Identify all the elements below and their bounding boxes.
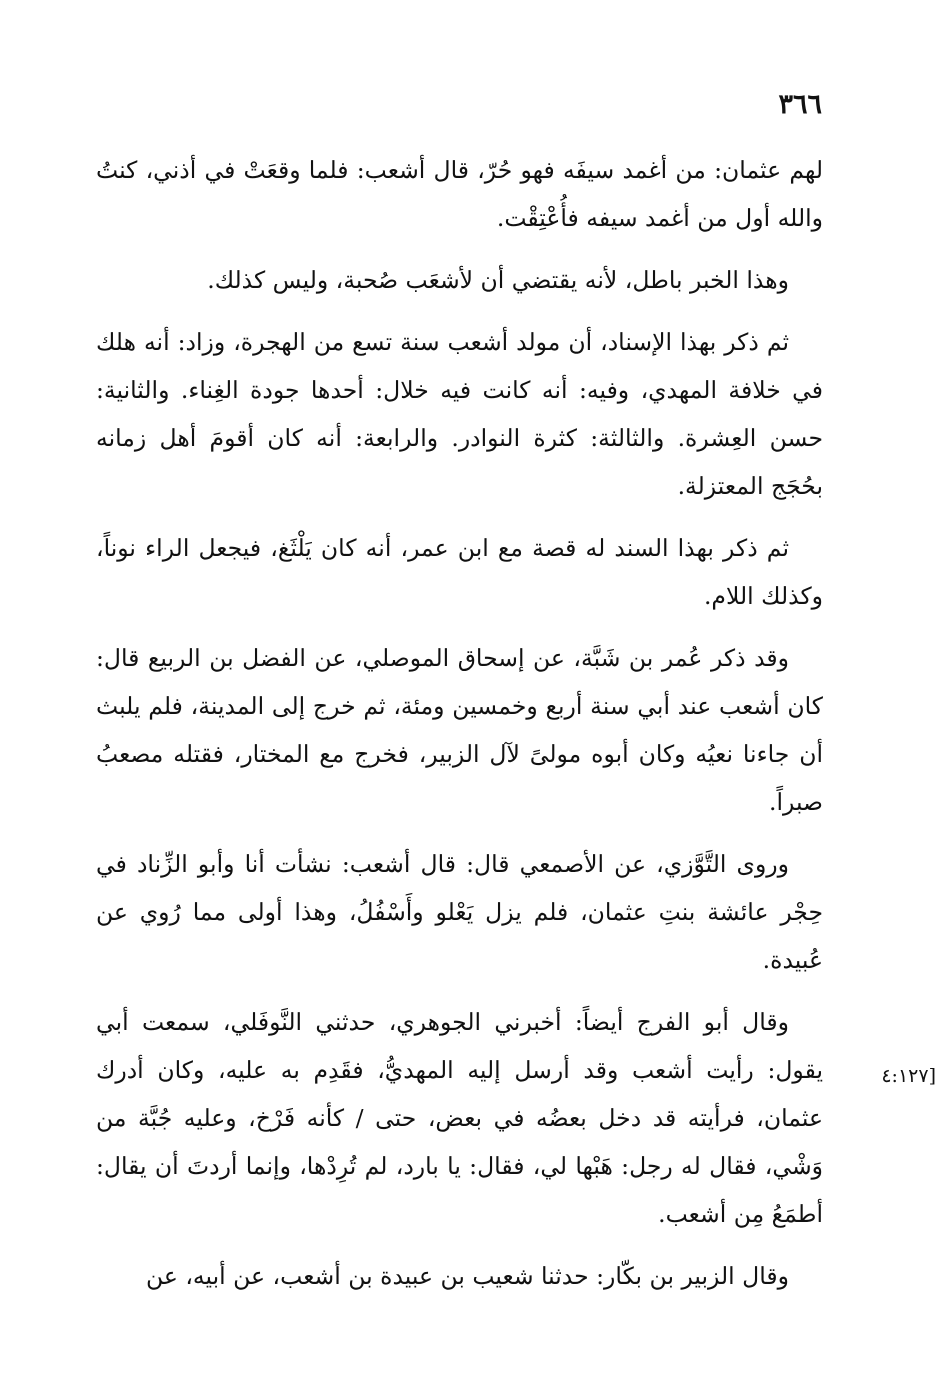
margin-reference: [٤:١٢٧ [881,1065,936,1087]
paragraph: ثم ذكر بهذا السند له قصة مع ابن عمر، أنه كان يَلْثَغ، فيجعل الراء نوناً، وكذلك اللام. [96,534,823,610]
paragraph: وقال أبو الفرج أيضاً: أخبرني الجوهري، حدثني النَّوفَلي، سمعت أبي يقول: رأيت أشعب وقد أرسل إليه المهديُّ، فقَدِم به عليه، وكان أدرك عثمان، فرأيته قد دخل بعضُه في بعض، حتى / كأنه فَرْخ، وعليه جُبَّة من وَشْي، فقال له رجل: هَبْها لي، فقال: يا بارد، لم تُرِدْها، وإنما أردتَ أن يقال: أطمَعُ مِن أشعب. [96,1008,823,1228]
paragraph: وروى التَّوَّزي، عن الأصمعي قال: قال أشعب: نشأت أنا وأبو الزِّناد في حِجْر عائشة بنتِ عثمان، فلم يزل يَعْلو وأَسْفُلُ، وهذا أولى مما رُوي عن عُبيدة. [96,850,823,974]
paragraph: وقد ذكر عُمر بن شَبَّة، عن إسحاق الموصلي، عن الفضل بن الربيع قال: كان أشعب عند أبي سنة أربع وخمسين ومئة، ثم خرج إلى المدينة، فلم يلبث أن جاءنا نعيُه وكان أبوه مولىً لآل الزبير، فخرج مع المختار، فقتله مصعبُ صبراً. [96,644,823,816]
paragraph: وقال الزبير بن بكّار: حدثنا شعيب بن عبيدة بن أشعب، عن أبيه، عن [145,1262,789,1290]
main-text [96,146,823,1314]
paragraph: ثم ذكر بهذا الإسناد، أن مولد أشعب سنة تسع من الهجرة، وزاد: أنه هلك في خلافة المهدي، وفيه: أنه كانت فيه خلال: أحدها جودة الغِناء. والثانية: حسن العِشرة. والثالثة: كثرة النوادر. والرابعة: أنه كان أقومَ أهل زمانه بحُجَج المعتزلة. [96,328,823,500]
paragraph: وهذا الخبر باطل، لأنه يقتضي أن لأشعَب صُحبة، وليس كذلك. [207,266,789,294]
paragraph: لهم عثمان: من أغمد سيفَه فهو حُرّ، قال أشعب: فلما وقعَتْ في أذني، كنتُ والله أول من أغمد سيفه فأُعْتِقْت. [96,156,823,232]
page-number: ٣٦٦ [778,89,822,120]
